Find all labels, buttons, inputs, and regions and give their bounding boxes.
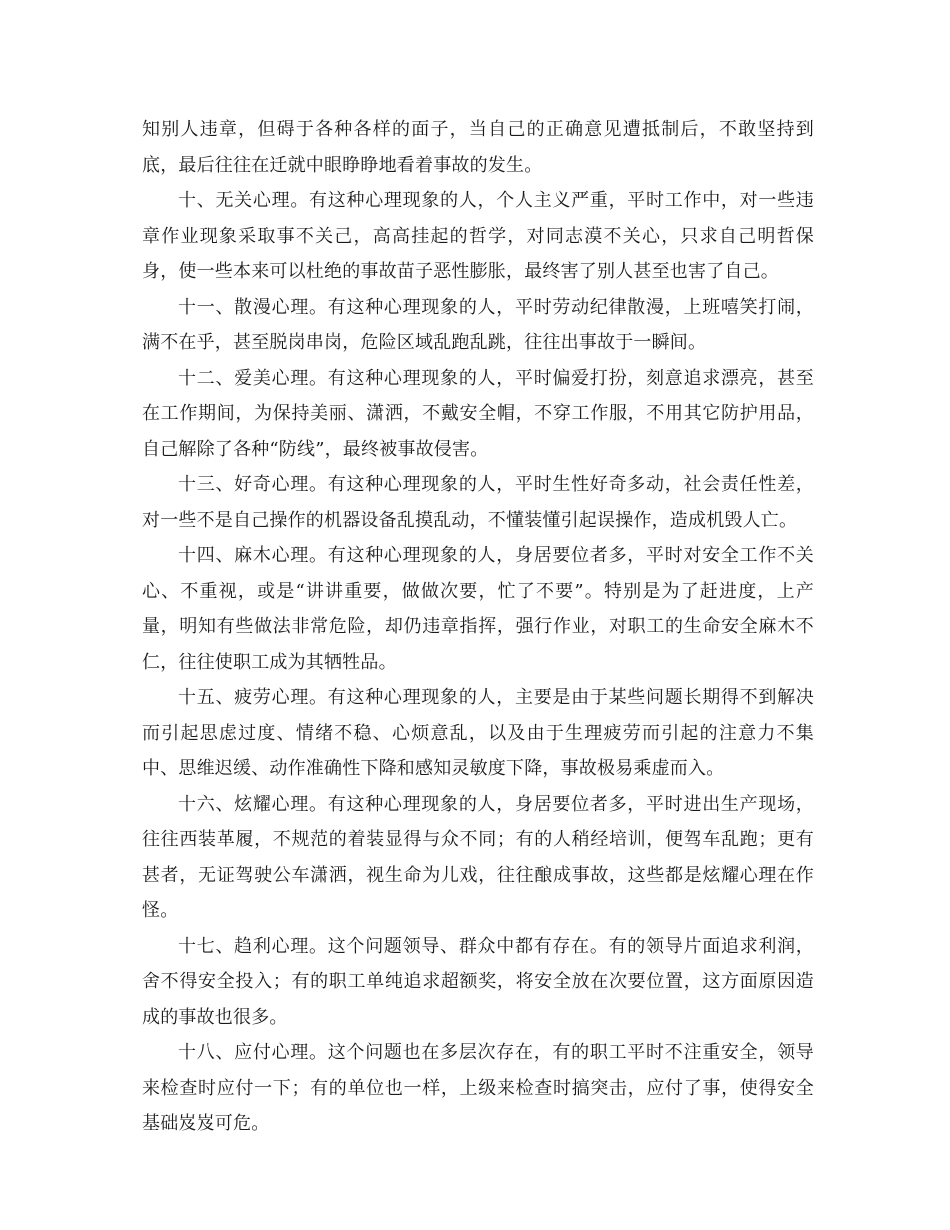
paragraph-continuation: 知别人违章，但碍于各种各样的面子，当自己的正确意见遭抵制后，不敢坚持到底，最后往往在迁就中眼睁睁地看着事故的发生。 [142, 119, 814, 176]
paragraph-perfunctory-mentality: 十八、应付心理。这个问题也在多层次存在，有的职工平时不注重安全，领导来检查时应付一下；有的单位也一样，上级来检查时搞突击，应付了事，使得安全基础岌岌可危。 [142, 1042, 814, 1134]
document-page [142, 112, 814, 1142]
paragraph-numbness-mentality: 十四、麻木心理。有这种心理现象的人，身居要位者多，平时对安全工作不关心、不重视，或是“讲讲重要，做做次要，忙了不要”。特别是为了赶进度，上产量，明知有些做法非常危险，却仍违章指挥，强行作业，对职工的生命安全麻木不仁，往往使职工成为其牺牲品。 [142, 545, 814, 673]
paragraph-irrelevance-mentality: 十、无关心理。有这种心理现象的人，个人主义严重，平时工作中，对一些违章作业现象采取事不关己，高高挂起的哲学，对同志漠不关心，只求自己明哲保身，使一些本来可以杜绝的事故苗子恶性膨胀，最终害了别人甚至也害了自己。 [142, 190, 814, 282]
paragraph-profit-mentality: 十七、趋利心理。这个问题领导、群众中都有存在。有的领导片面追求利润，舍不得安全投入；有的职工单纯追求超额奖，将安全放在次要位置，这方面原因造成的事故也很多。 [142, 935, 814, 1028]
paragraph-fatigue-mentality: 十五、疲劳心理。有这种心理现象的人，主要是由于某些问题长期得不到解决而引起思虑过度、情绪不稳、心烦意乱，以及由于生理疲劳而引起的注意力不集中、思维迟缓、动作准确性下降和感知灵敏度下降，事故极易乘虚而入。 [142, 687, 814, 779]
paragraph-slack-mentality: 十一、散漫心理。有这种心理现象的人，平时劳动纪律散漫，上班嘻笑打闹，满不在乎，甚至脱岗串岗，危险区域乱跑乱跳，往往出事故于一瞬间。 [142, 296, 814, 353]
paragraph-showoff-mentality: 十六、炫耀心理。有这种心理现象的人，身居要位者多，平时进出生产现场，往往西装革履，不规范的着装显得与众不同；有的人稍经培训，便驾车乱跑；更有甚者，无证驾驶公车潇洒，视生命为儿戏，往往酿成事故，这些都是炫耀心理在作怪。 [142, 793, 814, 921]
paragraph-vanity-mentality: 十二、爱美心理。有这种心理现象的人，平时偏爱打扮，刻意追求漂亮，甚至在工作期间，为保持美丽、潇洒，不戴安全帽，不穿工作服，不用其它防护用品，自己解除了各种“防线”，最终被事故侵害。 [142, 367, 814, 460]
paragraph-curiosity-mentality: 十三、好奇心理。有这种心理现象的人，平时生性好奇多动，社会责任性差，对一些不是自己操作的机器设备乱摸乱动，不懂装懂引起误操作，造成机毁人亡。 [142, 474, 814, 531]
